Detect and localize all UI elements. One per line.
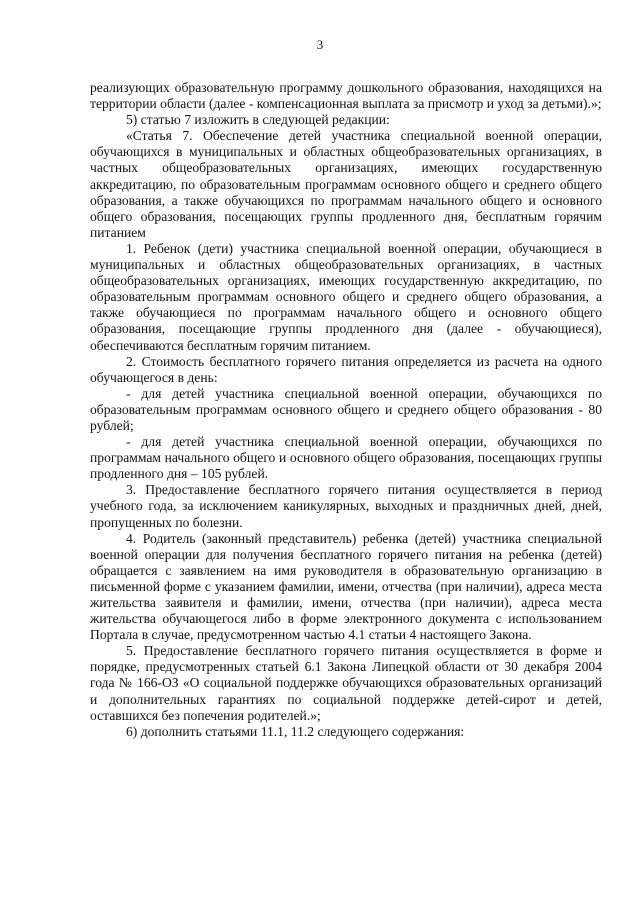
paragraph: 3. Предоставление бесплатного горячего питания осуществляется в период учебного года, за исключением каникулярных, выходных и праздничных дней, дней, пропущенных по болезни.	[90, 482, 602, 530]
paragraph: 1. Ребенок (дети) участника специальной военной операции, обучающиеся в муниципальных и областных общеобразовательных организациях, в частных общеобразовательных организациях, имеющих государственную аккредитацию, по образовательным программам основного общего и среднего общего образования, а также обучающиеся по программам начального общего и основного общего образования, посещающие группы продленного дня (далее - обучающиеся), обеспечиваются бесплатным горячим питанием.	[90, 240, 602, 353]
paragraph: - для детей участника специальной военной операции, обучающихся по программам начального общего и основного общего образования, посещающих группы продленного дня – 105 рублей.	[90, 434, 602, 482]
paragraph: 2. Стоимость бесплатного горячего питания определяется из расчета на одного обучающегося в день:	[90, 353, 602, 385]
paragraph: - для детей участника специальной военной операции, обучающихся по образовательным программам основного общего и среднего общего образования - 80 рублей;	[90, 385, 602, 433]
paragraph: 4. Родитель (законный представитель) ребенка (детей) участника специальной военной операции для получения бесплатного горячего питания на ребенка (детей) обращается с заявлением на имя руководителя в образовательную организацию в письменной форме с указанием фамилии, имени, отчества (при наличии), адреса места жительства заявителя и фамилии, имени, отчества (при наличии), адреса места жительства обучающегося либо в форме электронного документа с использованием Портала в случае, предусмотренном частью 4.1 статьи 4 настоящего Закона.	[90, 530, 602, 643]
page-number: 3	[316, 37, 324, 52]
paragraph: «Статья 7. Обеспечение детей участника специальной военной операции, обучающихся в муниципальных и областных общеобразовательных организациях, в частных общеобразовательных организациях, имеющих государственную аккредитацию, по образовательным программам основного общего и среднего общего образования, а также обучающихся по программам начального общего и основного общего образования, посещающих группы продленного дня, бесплатным горячим питанием	[90, 128, 602, 240]
paragraph: реализующих образовательную программу дошкольного образования, находящихся на территории области (далее - компенсационная выплата за присмотр и уход за детьми).»;	[90, 80, 602, 112]
document-body	[90, 80, 602, 740]
paragraph: 6) дополнить статьями 11.1, 11.2 следующего содержания:	[126, 723, 465, 739]
paragraph: 5. Предоставление бесплатного горячего питания осуществляется в форме и порядке, предусмотренных статьей 6.1 Закона Липецкой области от 30 декабря 2004 года № 166-ОЗ «О социальной поддержке обучающихся образовательных организаций и дополнительных гарантиях по социальной поддержке детей-сирот и детей, оставшихся без попечения родителей.»;	[90, 643, 602, 723]
paragraph: 5) статью 7 изложить в следующей редакции:	[126, 112, 390, 128]
